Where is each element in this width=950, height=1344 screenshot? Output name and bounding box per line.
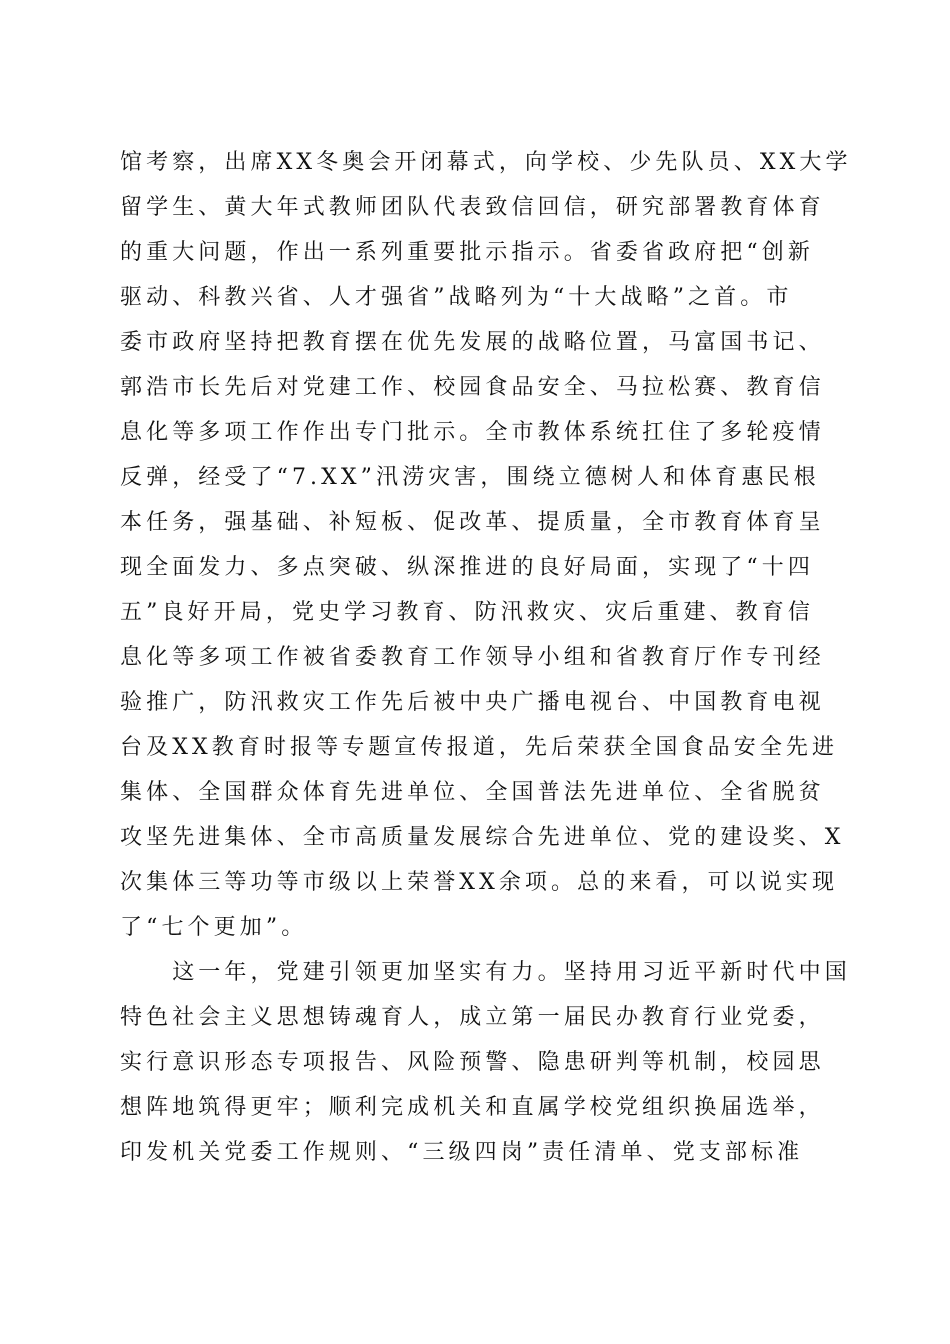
paragraph-line: 台及XX教育时报等专题宣传报道，先后荣获全国食品安全先进 (120, 735, 839, 760)
paragraph-line: 驱动、科教兴省、人才强省”战略列为“十大战略”之首。市 (120, 285, 793, 310)
paragraph-1 (120, 140, 852, 950)
document-body (120, 140, 852, 1175)
paragraph-line: 特色社会主义思想铸魂育人，成立第一届民办教育行业党委， (120, 1005, 825, 1030)
paragraph-line: 息化等多项工作被省委教育工作领导小组和省教育厅作专刊经 (120, 645, 825, 670)
paragraph-2 (120, 950, 851, 1175)
paragraph-line: 息化等多项工作作出专门批示。全市教体系统扛住了多轮疫情 (120, 420, 825, 445)
paragraph-line: 了“七个更加”。 (120, 915, 308, 940)
paragraph-line: 五”良好开局，党史学习教育、防汛救灾、灾后重建、教育信 (120, 600, 814, 625)
paragraph-line: 这一年，党建引领更加坚实有力。坚持用习近平新时代中国 (120, 960, 851, 985)
paragraph-line: 印发机关党委工作规则、“三级四岗”责任清单、党支部标准 (120, 1140, 804, 1165)
paragraph-line: 郭浩市长先后对党建工作、校园食品安全、马拉松赛、教育信 (120, 375, 825, 400)
paragraph-line: 想阵地筑得更牢；顺利完成机关和直属学校党组织换届选举， (120, 1095, 825, 1120)
paragraph-line: 实行意识形态专项报告、风险预警、隐患研判等机制，校园思 (120, 1050, 825, 1075)
paragraph-line: 次集体三等功等市级以上荣誉XX余项。总的来看，可以说实现 (120, 870, 839, 895)
paragraph-line: 委市政府坚持把教育摆在优先发展的战略位置，马富国书记、 (120, 330, 825, 355)
paragraph-line: 集体、全国群众体育先进单位、全国普法先进单位、全省脱贫 (120, 780, 825, 805)
paragraph-line: 攻坚先进集体、全市高质量发展综合先进单位、党的建设奖、X (120, 825, 845, 850)
paragraph-line: 留学生、黄大年式教师团队代表致信回信，研究部署教育体育 (120, 195, 825, 220)
paragraph-line: 反弹，经受了“7.XX”汛涝灾害，围绕立德树人和体育惠民根 (120, 465, 820, 490)
paragraph-line: 现全面发力、多点突破、纵深推进的良好局面，实现了“十四 (120, 555, 814, 580)
paragraph-line: 的重大问题，作出一系列重要批示指示。省委省政府把“创新 (120, 240, 814, 265)
paragraph-line: 本任务，强基础、补短板、促改革、提质量，全市教育体育呈 (120, 510, 825, 535)
paragraph-line: 验推广，防汛救灾工作先后被中央广播电视台、中国教育电视 (120, 690, 825, 715)
paragraph-line: 馆考察，出席XX冬奥会开闭幕式，向学校、少先队员、XX大学 (120, 150, 852, 175)
